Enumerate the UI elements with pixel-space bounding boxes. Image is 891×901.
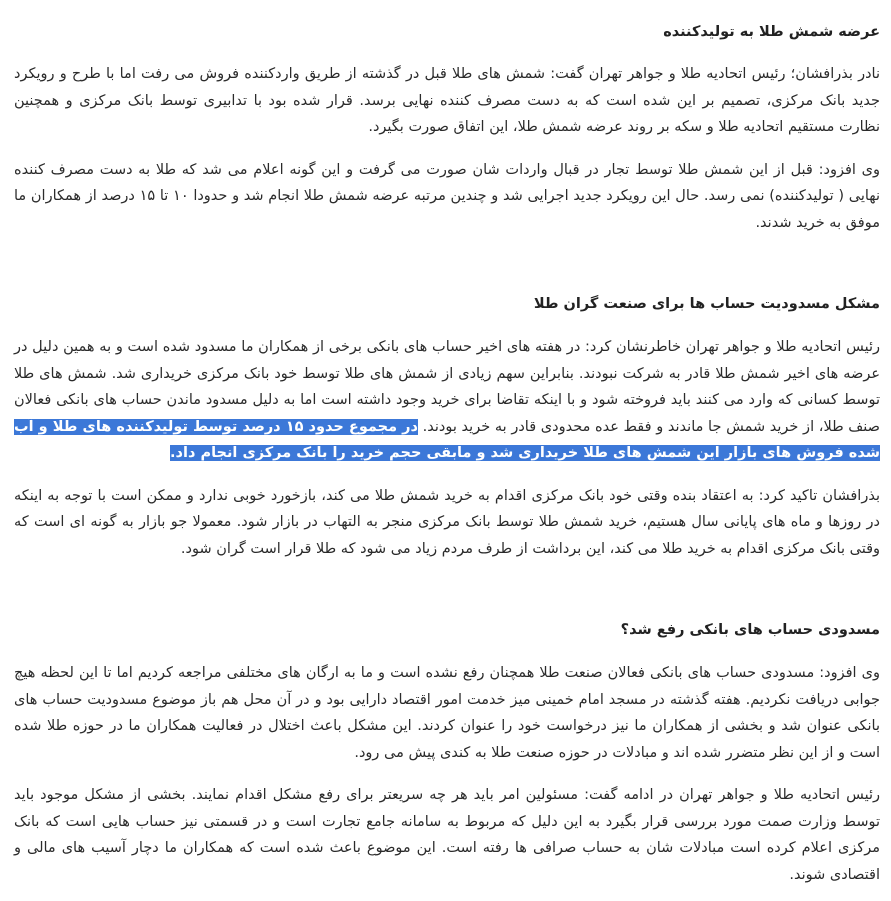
paragraph: رئیس اتحادیه طلا و جواهر تهران در ادامه گفت: مسئولین امر باید هر چه سریعتر برای رفع مشکل اقدام نمایند. بخشی از مشکل موجود باید توسط وزارت صمت مورد بررسی قرار بگیرد به این دلیل که مربوط به سامانه جامع تجارت است و در قسمتی نیز حساب هایی است که بانک مرکزی اعلام کرده است مبادلات شان به حساب صرافی ها رفته است. این موضوع باعث شده است که همکاران ما دچار آسیب های مالی و اقتصادی شوند. bbox=[14, 787, 880, 883]
selected-text-highlight[interactable]: در مجموع حدود ۱۵ درصد توسط تولیدکننده های طلا و آب شده فروش های بازار این شمش های طلا خریداری شد و مابقی حجم خرید را بانک مرکزی انجام داد. bbox=[14, 418, 880, 461]
paragraph-text: رئیس اتحادیه طلا و جواهر تهران خاطرنشان کرد: در هفته های اخیر حساب های بانکی برخی از همکاران ما مسدود شده است و به همین دلیل در عرضه های اخیر شمش طلا قادر به شرکت نبودند. بنابراین سهم زیادی از شمش های طلا توسط خود بانک مرکزی خریداری شد. شمش های طلا توسط کسانی که وارد می کنند باید فروخته شود و با اینکه تقاضا برای خرید وجود داشته است اما به دلیل مسدود ماندن حساب های بانکی فعالان صنف طلا، از خرید شمش جا ماندند و فقط عده محدودی قادر به خرید بودند. bbox=[14, 339, 880, 435]
paragraph: وی افزود: مسدودی حساب های بانکی فعالان صنعت طلا همچنان رفع نشده است و ما به ارگان های مختلفی مراجعه کردیم اما تا این لحظه هیچ جوابی دریافت نکردیم. هفته گذشته در مسجد امام خمینی میز خدمت امور اقتصاد دارایی بود و در آن محل هم باز موضوع مسدودیت حساب های بانکی عنوان شد و بخشی از همکاران ما نیز درخواست خود را عنوان کردند. این مشکل باعث اختلال در فعالیت همکاران ما در حوزه طلا شده است و از این نظر متضرر شده اند و مبادلات در حوزه صنعت طلا به کندی پیش می رود. bbox=[14, 665, 880, 761]
section-heading-account-blocking: مشکل مسدودیت حساب ها برای صنعت گران طلا bbox=[533, 296, 880, 312]
section-heading-gold-bullion-supply: عرضه شمش طلا به تولیدکننده bbox=[663, 24, 880, 40]
section-heading-blocking-resolved: مسدودی حساب های بانکی رفع شد؟ bbox=[620, 622, 880, 638]
paragraph: نادر بذرافشان؛ رئیس اتحادیه طلا و جواهر تهران گفت: شمش های طلا قبل در گذشته از طریق واردکننده فروش می رفت اما با طرح و رویکرد جدید بانک مرکزی، تصمیم بر این شده است که به دست مصرف کننده نهایی برسد. قرار شده بود با تدابیری توسط بانک مرکزی و همچنین نظارت مستقیم اتحادیه طلا و سکه بر روند عرضه شمش طلا، این اتفاق صورت بگیرد. bbox=[14, 66, 880, 135]
paragraph: بذرافشان تاکید کرد: به اعتقاد بنده وقتی خود بانک مرکزی اقدام به خرید شمش طلا می کند، بازخورد خوبی ندارد و ممکن است با توجه به اینکه در روزها و ماه های پایانی سال هستیم، خرید شمش طلا توسط بانک مرکزی منجر به التهاب در بازار شود. معمولا جو بازار به گونه ای است که وقتی بانک مرکزی اقدام به خرید طلا می کند، این برداشت از طرف مردم زیاد می شود که طلا قرار است گران شود. bbox=[14, 487, 880, 557]
paragraph: وی افزود: قبل از این شمش طلا توسط تجار در قبال واردات شان صورت می گرفت و این گونه اعلام می شد که طلا به دست مصرف کننده نهایی ( تولیدکننده) نمی رسد. حال این رویکرد جدید اجرایی شد و چندین مرتبه عرضه شمش طلا انجام شد و حدودا ۱۰ تا ۱۵ درصد از همکاران ما موفق به خرید شدند. bbox=[14, 161, 880, 231]
paragraph bbox=[14, 334, 880, 467]
